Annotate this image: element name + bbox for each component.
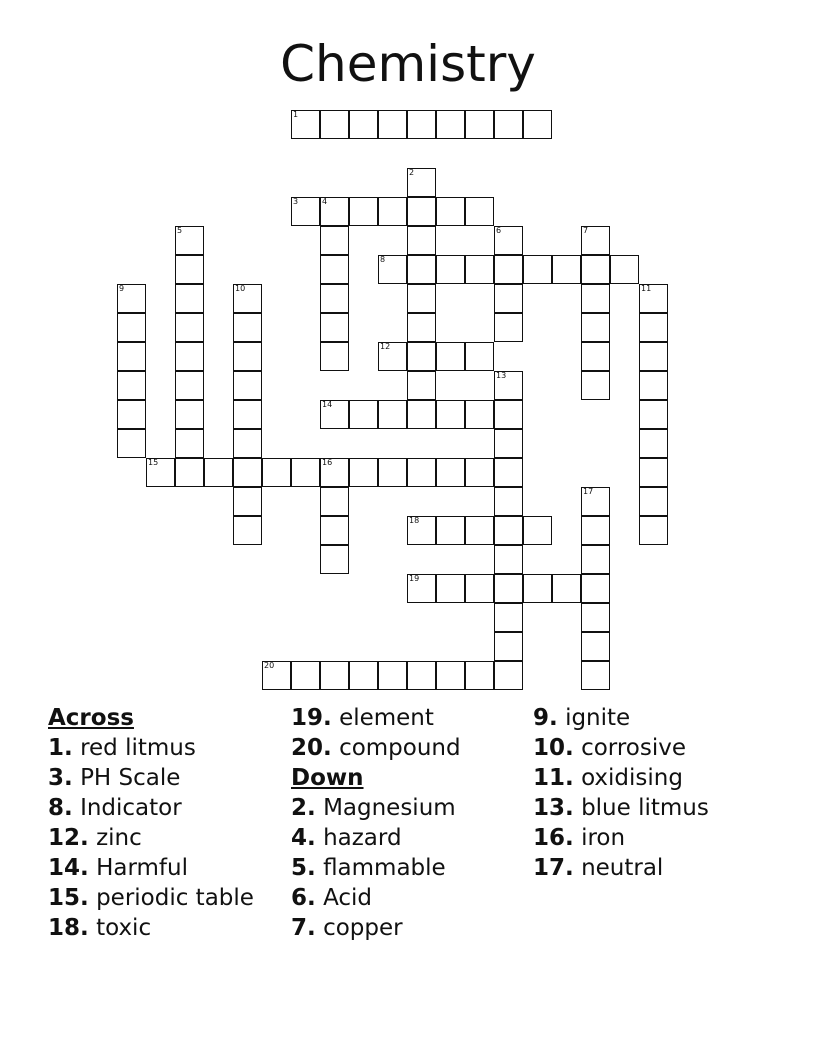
clue-number-label: 8 <box>380 255 386 264</box>
grid-cell[interactable] <box>581 574 610 603</box>
clue-column-2 <box>291 703 461 943</box>
grid-cell[interactable] <box>233 400 262 429</box>
clue-down-6: 6. Acid <box>291 885 373 911</box>
across-header: Across <box>48 705 134 731</box>
grid-cell[interactable] <box>494 574 523 603</box>
grid-cell[interactable] <box>494 255 523 284</box>
grid-cell[interactable] <box>175 371 204 400</box>
grid-cell[interactable] <box>175 458 204 487</box>
grid-cell[interactable] <box>407 197 436 226</box>
grid-cell[interactable] <box>581 371 610 400</box>
clue-number-label: 4 <box>322 197 328 206</box>
grid-cell[interactable] <box>581 226 610 255</box>
clue-down-5: 5. flammable <box>291 855 446 881</box>
clue-across-14: 14. Harmful <box>48 855 188 881</box>
grid-cell[interactable] <box>523 255 552 284</box>
clue-number-label: 12 <box>380 342 391 351</box>
grid-cell[interactable] <box>262 661 291 690</box>
grid-cell[interactable] <box>320 458 349 487</box>
grid-cell[interactable] <box>175 313 204 342</box>
grid-cell[interactable] <box>581 255 610 284</box>
grid-cell[interactable] <box>349 458 378 487</box>
clue-number-label: 2 <box>409 168 415 177</box>
grid-cell[interactable] <box>407 313 436 342</box>
grid-cell[interactable] <box>175 342 204 371</box>
grid-cell[interactable] <box>320 284 349 313</box>
grid-cell[interactable] <box>465 661 494 690</box>
clue-number-label: 6 <box>496 226 502 235</box>
clue-number-label: 20 <box>264 661 275 670</box>
grid-cell[interactable] <box>494 487 523 516</box>
grid-cell[interactable] <box>581 516 610 545</box>
grid-cell[interactable] <box>378 342 407 371</box>
clue-number-label: 7 <box>583 226 589 235</box>
grid-cell[interactable] <box>349 110 378 139</box>
grid-cell[interactable] <box>639 342 668 371</box>
clue-down-13: 13. blue litmus <box>533 795 709 821</box>
grid-cell[interactable] <box>407 458 436 487</box>
grid-cell[interactable] <box>494 313 523 342</box>
grid-cell[interactable] <box>233 487 262 516</box>
clue-number-label: 11 <box>641 284 652 293</box>
clue-number-label: 19 <box>409 574 420 583</box>
grid-cell[interactable] <box>233 284 262 313</box>
clue-number-label: 14 <box>322 400 333 409</box>
grid-cell[interactable] <box>465 458 494 487</box>
grid-cell[interactable] <box>378 661 407 690</box>
grid-cell[interactable] <box>233 516 262 545</box>
clue-across-12: 12. zinc <box>48 825 142 851</box>
grid-cell[interactable] <box>117 429 146 458</box>
grid-cell[interactable] <box>233 458 262 487</box>
grid-cell[interactable] <box>610 255 639 284</box>
grid-cell[interactable] <box>204 458 233 487</box>
clue-down-4: 4. hazard <box>291 825 402 851</box>
grid-cell[interactable] <box>494 545 523 574</box>
clue-across-15: 15. periodic table <box>48 885 254 911</box>
grid-cell[interactable] <box>233 342 262 371</box>
grid-cell[interactable] <box>465 400 494 429</box>
grid-cell[interactable] <box>581 342 610 371</box>
grid-cell[interactable] <box>407 284 436 313</box>
grid-cell[interactable] <box>320 661 349 690</box>
grid-cell[interactable] <box>552 255 581 284</box>
grid-cell[interactable] <box>552 574 581 603</box>
grid-cell[interactable] <box>436 400 465 429</box>
grid-cell[interactable] <box>494 226 523 255</box>
grid-cell[interactable] <box>494 632 523 661</box>
grid-cell[interactable] <box>320 110 349 139</box>
grid-cell[interactable] <box>407 516 436 545</box>
grid-cell[interactable] <box>117 284 146 313</box>
grid-cell[interactable] <box>378 400 407 429</box>
grid-cell[interactable] <box>407 226 436 255</box>
grid-cell[interactable] <box>407 574 436 603</box>
clue-number-label: 5 <box>177 226 183 235</box>
grid-cell[interactable] <box>378 110 407 139</box>
grid-cell[interactable] <box>436 574 465 603</box>
grid-cell[interactable] <box>581 661 610 690</box>
clue-number-label: 3 <box>293 197 299 206</box>
grid-cell[interactable] <box>581 487 610 516</box>
grid-cell[interactable] <box>465 197 494 226</box>
grid-cell[interactable] <box>465 110 494 139</box>
grid-cell[interactable] <box>494 661 523 690</box>
clue-down-10: 10. corrosive <box>533 735 686 761</box>
clue-number-label: 15 <box>148 458 159 467</box>
clue-down-17: 17. neutral <box>533 855 664 881</box>
grid-cell[interactable] <box>320 516 349 545</box>
clue-across-20: 20. compound <box>291 735 461 761</box>
grid-cell[interactable] <box>233 371 262 400</box>
grid-cell[interactable] <box>407 661 436 690</box>
grid-cell[interactable] <box>494 400 523 429</box>
clue-across-3: 3. PH Scale <box>48 765 181 791</box>
clue-down-16: 16. iron <box>533 825 626 851</box>
grid-cell[interactable] <box>494 516 523 545</box>
grid-cell[interactable] <box>320 197 349 226</box>
clue-number-label: 16 <box>322 458 333 467</box>
grid-cell[interactable] <box>117 371 146 400</box>
grid-cell[interactable] <box>407 371 436 400</box>
grid-cell[interactable] <box>378 255 407 284</box>
grid-cell[interactable] <box>581 603 610 632</box>
grid-cell[interactable] <box>320 400 349 429</box>
clue-column-1 <box>48 703 254 943</box>
grid-cell[interactable] <box>436 342 465 371</box>
grid-cell[interactable] <box>117 313 146 342</box>
grid-cell[interactable] <box>407 400 436 429</box>
grid-cell[interactable] <box>175 226 204 255</box>
grid-cell[interactable] <box>349 661 378 690</box>
grid-cell[interactable] <box>262 458 291 487</box>
grid-cell[interactable] <box>494 284 523 313</box>
grid-cell[interactable] <box>465 255 494 284</box>
clue-across-19: 19. element <box>291 705 434 731</box>
grid-cell[interactable] <box>581 632 610 661</box>
grid-cell[interactable] <box>639 429 668 458</box>
clue-down-9: 9. ignite <box>533 705 631 731</box>
clue-number-label: 10 <box>235 284 246 293</box>
grid-cell[interactable] <box>233 429 262 458</box>
grid-cell[interactable] <box>146 458 175 487</box>
grid-cell[interactable] <box>117 342 146 371</box>
grid-cell[interactable] <box>436 661 465 690</box>
clue-across-18: 18. toxic <box>48 915 152 941</box>
grid-cell[interactable] <box>494 371 523 400</box>
grid-cell[interactable] <box>320 255 349 284</box>
grid-cell[interactable] <box>175 429 204 458</box>
clue-column-3 <box>533 703 709 883</box>
grid-cell[interactable] <box>320 545 349 574</box>
grid-cell[interactable] <box>494 458 523 487</box>
grid-cell[interactable] <box>639 371 668 400</box>
clue-down-7: 7. copper <box>291 915 403 941</box>
grid-cell[interactable] <box>639 516 668 545</box>
grid-cell[interactable] <box>639 400 668 429</box>
clue-across-1: 1. red litmus <box>48 735 196 761</box>
grid-cell[interactable] <box>494 429 523 458</box>
grid-cell[interactable] <box>465 574 494 603</box>
clue-number-label: 17 <box>583 487 594 496</box>
clue-number-label: 13 <box>496 371 507 380</box>
grid-cell[interactable] <box>349 197 378 226</box>
grid-cell[interactable] <box>291 661 320 690</box>
grid-cell[interactable] <box>494 110 523 139</box>
grid-cell[interactable] <box>407 342 436 371</box>
grid-cell[interactable] <box>407 255 436 284</box>
grid-cell[interactable] <box>175 400 204 429</box>
grid-cell[interactable] <box>436 458 465 487</box>
grid-cell[interactable] <box>291 458 320 487</box>
grid-cell[interactable] <box>117 400 146 429</box>
clue-down-11: 11. oxidising <box>533 765 683 791</box>
clue-down-2: 2. Magnesium <box>291 795 456 821</box>
grid-cell[interactable] <box>378 458 407 487</box>
grid-cell[interactable] <box>639 284 668 313</box>
grid-cell[interactable] <box>436 255 465 284</box>
grid-cell[interactable] <box>436 197 465 226</box>
grid-cell[interactable] <box>436 110 465 139</box>
clue-number-label: 1 <box>293 110 299 119</box>
clue-number-label: 18 <box>409 516 420 525</box>
puzzle-title: Chemistry <box>280 35 536 93</box>
grid-cell[interactable] <box>291 110 320 139</box>
grid-cell[interactable] <box>465 516 494 545</box>
grid-cell[interactable] <box>639 487 668 516</box>
grid-cell[interactable] <box>523 516 552 545</box>
grid-cell[interactable] <box>639 458 668 487</box>
clue-number-label: 9 <box>119 284 125 293</box>
grid-cell[interactable] <box>465 342 494 371</box>
clue-across-8: 8. Indicator <box>48 795 182 821</box>
grid-cell[interactable] <box>523 110 552 139</box>
grid-cell[interactable] <box>523 574 552 603</box>
grid-cell[interactable] <box>320 487 349 516</box>
grid-cell[interactable] <box>320 342 349 371</box>
down-header: Down <box>291 765 364 791</box>
grid-cell[interactable] <box>581 284 610 313</box>
grid-cell[interactable] <box>581 545 610 574</box>
grid-cell[interactable] <box>581 313 610 342</box>
grid-cell[interactable] <box>320 313 349 342</box>
grid-cell[interactable] <box>639 313 668 342</box>
grid-cell[interactable] <box>349 400 378 429</box>
grid-cell[interactable] <box>320 226 349 255</box>
grid-cell[interactable] <box>494 603 523 632</box>
grid-cell[interactable] <box>378 197 407 226</box>
grid-cell[interactable] <box>407 168 436 197</box>
grid-cell[interactable] <box>436 516 465 545</box>
grid-cell[interactable] <box>175 255 204 284</box>
grid-cell[interactable] <box>291 197 320 226</box>
grid-cell[interactable] <box>407 110 436 139</box>
grid-cell[interactable] <box>233 313 262 342</box>
grid-cell[interactable] <box>175 284 204 313</box>
